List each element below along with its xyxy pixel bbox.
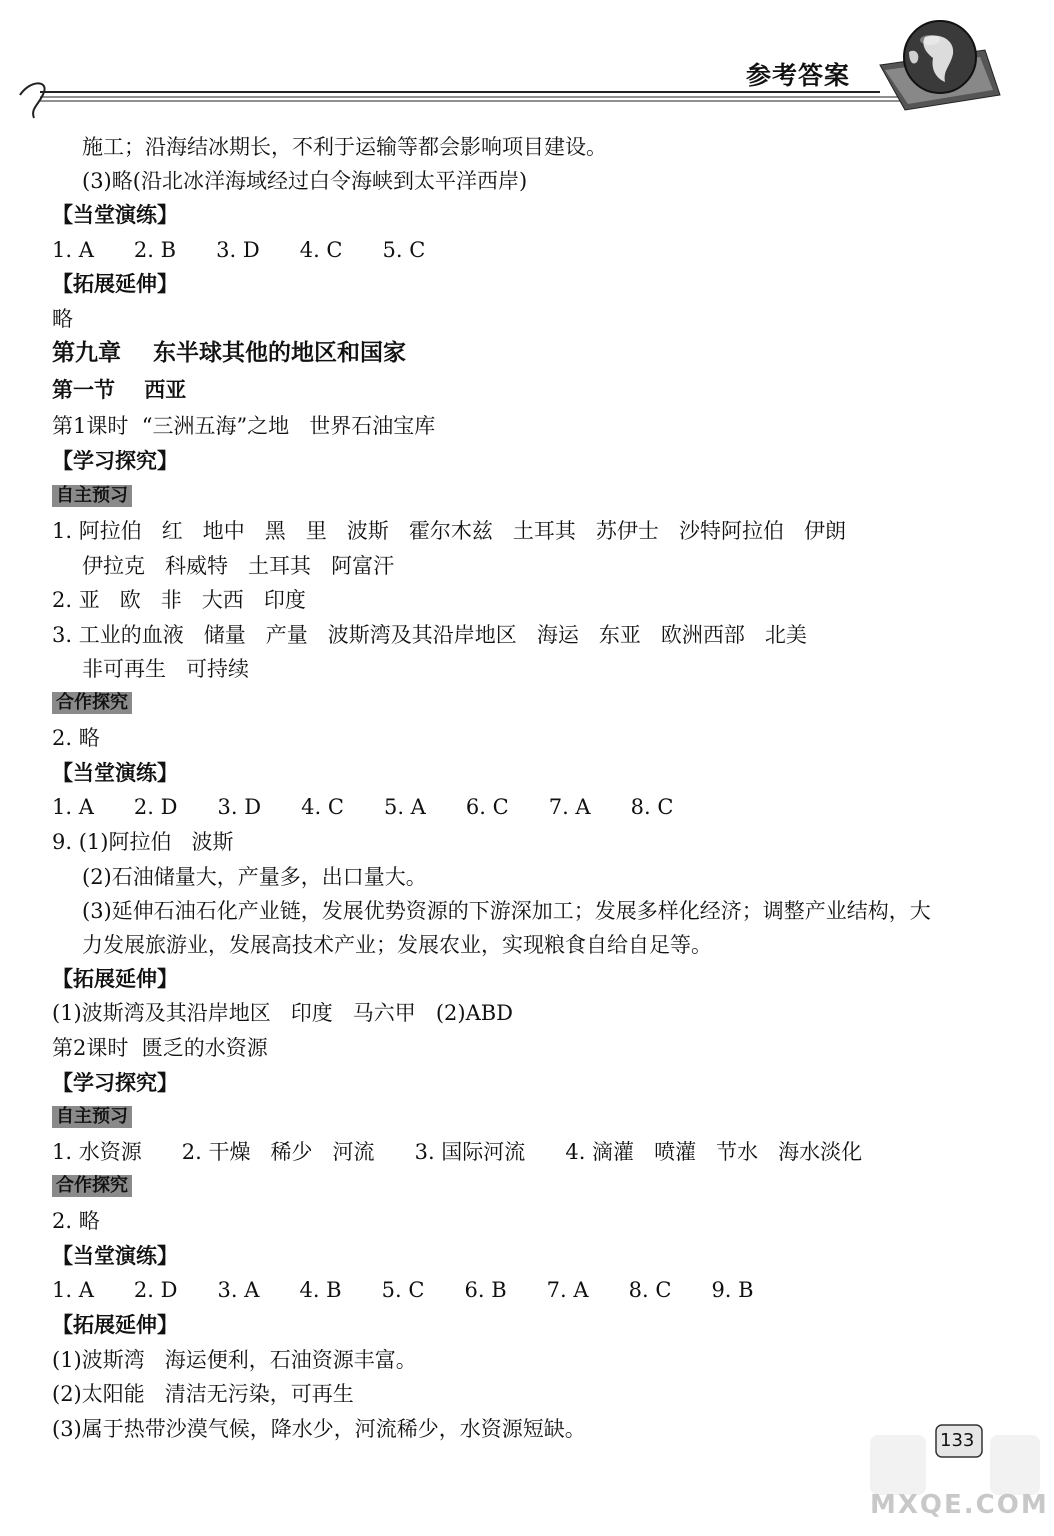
answer-line: 伊拉克 科威特 土耳其 阿富汗 xyxy=(82,554,395,578)
answer-line: 1. 水资源 2. 干燥 稀少 河流 3. 国际河流 4. 滴灌 喷灌 节水 海水淡化 xyxy=(52,1140,863,1164)
subsection-tag: 合作探究 xyxy=(52,1175,132,1197)
section-label: 【当堂演练】 xyxy=(52,1244,178,1268)
answer-line: 非可再生 可持续 xyxy=(82,657,250,681)
section-label: 【拓展延伸】 xyxy=(52,967,178,991)
lesson-title: 第1课时 “三洲五海”之地 世界石油宝库 xyxy=(52,414,436,438)
answer-line: (2)石油储量大，产量多，出口量大。 xyxy=(82,865,427,889)
section-label: 【当堂演练】 xyxy=(52,203,178,227)
subsection-tag: 自主预习 xyxy=(52,485,132,507)
lesson-title: 第2课时 匮乏的水资源 xyxy=(52,1036,268,1060)
chapter-title: 第九章 东半球其他的地区和国家 xyxy=(52,340,407,366)
answer-line: (1)波斯湾及其沿岸地区 印度 马六甲 (2)ABD xyxy=(52,1001,514,1025)
answer-line: 9. (1)阿拉伯 波斯 xyxy=(52,830,234,854)
section-label: 【拓展延伸】 xyxy=(52,272,178,296)
section-title: 第一节 西亚 xyxy=(52,378,187,402)
watermark-text: MXQE.COM xyxy=(870,1490,1049,1520)
answer-line: 1. 阿拉伯 红 地中 黑 里 波斯 霍尔木兹 土耳其 苏伊士 沙特阿拉伯 伊朗 xyxy=(52,519,846,543)
answer-line: 略 xyxy=(52,307,73,331)
section-label: 【拓展延伸】 xyxy=(52,1313,178,1337)
answer-line: 2. 略 xyxy=(52,726,100,750)
header-title: 参考答案 xyxy=(746,61,851,90)
page-number: 133 xyxy=(940,1430,975,1451)
answer-line: 1. A 2. B 3. D 4. C 5. C xyxy=(52,238,426,262)
answer-line: (1)波斯湾 海运便利，石油资源丰富。 xyxy=(52,1348,417,1372)
answer-line: 1. A 2. D 3. A 4. B 5. C 6. B 7. A 8. C 9. B xyxy=(52,1278,754,1302)
answer-line: 施工；沿海结冰期长，不利于运输等都会影响项目建设。 xyxy=(82,135,607,159)
subsection-tag: 合作探究 xyxy=(52,692,132,714)
page-header xyxy=(0,0,1054,120)
answer-line: (3)略(沿北冰洋海域经过白令海峡到太平洋西岸) xyxy=(82,169,528,193)
answer-line: (3)属于热带沙漠气候，降水少，河流稀少，水资源短缺。 xyxy=(52,1417,586,1441)
section-label: 【学习探究】 xyxy=(52,449,178,473)
section-label: 【学习探究】 xyxy=(52,1071,178,1095)
answer-line: 3. 工业的血液 储量 产量 波斯湾及其沿岸地区 海运 东亚 欧洲西部 北美 xyxy=(52,623,807,647)
globe-icon xyxy=(895,12,985,102)
answer-line: 2. 亚 欧 非 大西 印度 xyxy=(52,588,306,612)
section-label: 【当堂演练】 xyxy=(52,761,178,785)
answer-line: 力发展旅游业，发展高技术产业；发展农业，实现粮食自给自足等。 xyxy=(82,933,712,957)
answer-line: 2. 略 xyxy=(52,1209,100,1233)
answer-line: (2)太阳能 清洁无污染，可再生 xyxy=(52,1382,354,1406)
subsection-tag: 自主预习 xyxy=(52,1106,132,1128)
answer-line: 1. A 2. D 3. D 4. C 5. A 6. C 7. A 8. C xyxy=(52,795,674,819)
answer-line: (3)延伸石油石化产业链，发展优势资源的下游深加工；发展多样化经济；调整产业结构，大 xyxy=(82,899,931,923)
